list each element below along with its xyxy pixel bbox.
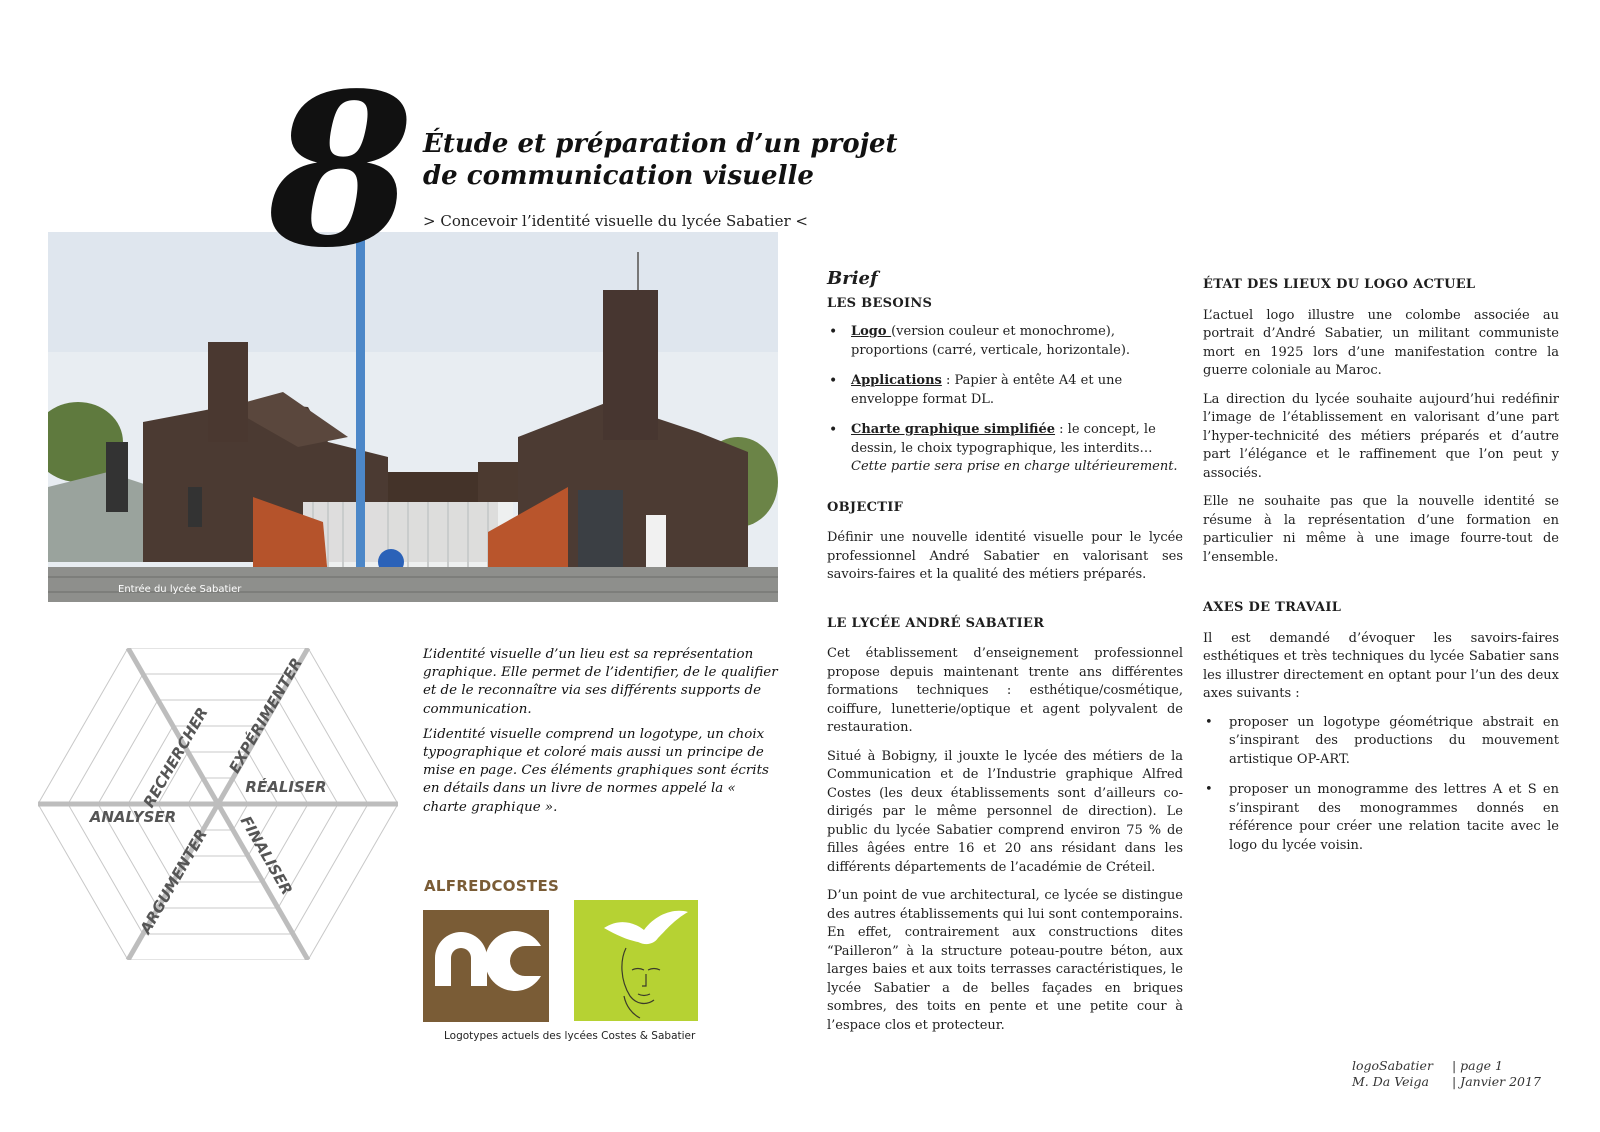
besoins-heading: LES BESOINS bbox=[827, 295, 933, 311]
list-item: • Charte graphique simplifiée : le concept, le dessin, le choix typographique, les interdits… Cette partie sera prise en charge ultérieurement. bbox=[827, 421, 1183, 477]
chapter-number: 8 bbox=[268, 47, 409, 294]
title-line-2: de communication visuelle bbox=[423, 161, 814, 191]
title-line-1: Étude et préparation d’un projet bbox=[423, 129, 898, 159]
list-item: • Applications : Papier à entête A4 et une enveloppe format DL. bbox=[827, 372, 1183, 409]
intro-text bbox=[423, 646, 783, 824]
costes-logo-wordmark: ALFREDCOSTES bbox=[424, 877, 560, 895]
etat-paragraph-1: L’actuel logo illustre une colombe associée au portrait d’André Sabatier, un militant communiste mort en 1925 lors d’une manifestation contre la guerre coloniale au Maroc. bbox=[1203, 307, 1559, 378]
objectif-text: Définir une nouvelle identité visuelle pour le lycée professionnel André Sabatier en valorisant ses savoirs-faires et la qualité des métiers préparés. bbox=[827, 530, 1183, 582]
label-finaliser: FINALISER bbox=[236, 813, 297, 898]
axes-heading: AXES DE TRAVAIL bbox=[1203, 600, 1342, 615]
intro-paragraph-2: L’identité visuelle comprend un logotype, un choix typographique et coloré mais aussi un principe de mise en page. Ces éléments graphiques sont écrits en détails dans un livre de normes appelé la « charte graphique ». bbox=[423, 726, 769, 815]
process-hexagon-diagram bbox=[38, 648, 398, 960]
label-experimenter: EXPÉRIMENTER bbox=[225, 654, 306, 777]
footer-date: | Janvier 2017 bbox=[1452, 1074, 1541, 1089]
etat-paragraph-2: La direction du lycée souhaite aujourd’hui redéfinir l’image de l’établissement en valorisant d’une part l’hyper-technicité des métiers préparés et d’autre part l’élégance et le raffinement que l’on peut y associés. bbox=[1203, 391, 1559, 481]
etat-column bbox=[1203, 276, 1559, 867]
footer-page: | page 1 bbox=[1452, 1058, 1503, 1073]
school-entrance-photo bbox=[48, 232, 778, 602]
page-footer bbox=[1352, 1058, 1541, 1090]
photo-caption: Entrée du lycée Sabatier bbox=[118, 584, 242, 595]
page-title bbox=[423, 128, 963, 192]
label-argumenter: ARGUMENTER bbox=[136, 826, 211, 937]
list-item: • Logo (version couleur et monochrome), proportions (carré, verticale, horizontale). bbox=[827, 323, 1183, 360]
besoins-list bbox=[827, 323, 1183, 477]
objectif-heading: OBJECTIF bbox=[827, 499, 904, 515]
page-subtitle: > Concevoir l’identité visuelle du lycée Sabatier < bbox=[423, 212, 808, 230]
etat-heading: ÉTAT DES LIEUX DU LOGO ACTUEL bbox=[1203, 277, 1476, 292]
intro-paragraph-1: L’identité visuelle d’un lieu est sa représentation graphique. Elle permet de l’identifier, de le qualifier et de le reconnaître via ses différents supports de communication. bbox=[423, 647, 778, 717]
lycee-paragraph-2: Situé à Bobigny, il jouxte le lycée des métiers de la Communication et de l’Industrie graphique Alfred Costes (les deux établissements sont d’ailleurs co-dirigés par le même personnel de direction). Le public du lycée Sabatier comprend environ 75 % de filles âgées entre 16 et 20 ans résidant dans les différents départements de l’académie de Créteil. bbox=[827, 748, 1183, 875]
list-item: • proposer un logotype géométrique abstrait en s’inspirant des productions du mouvement artistique OP-ART. bbox=[1203, 714, 1559, 770]
label-realiser: RÉALISER bbox=[245, 778, 327, 796]
lycee-heading: LE LYCÉE ANDRÉ SABATIER bbox=[827, 615, 1045, 631]
label-rechercher: RECHERCHER bbox=[139, 704, 212, 811]
logos-caption: Logotypes actuels des lycées Costes & Sabatier bbox=[444, 1030, 696, 1042]
list-item: • proposer un monogramme des lettres A et S en s’inspirant des monogrammes donnés en référence pour créer une relation tacite avec le logo du lycée voisin. bbox=[1203, 781, 1559, 855]
axes-intro: Il est demandé d’évoquer les savoirs-faires esthétiques et très techniques du lycée Sabatier sans les illustrer directement en optant pour l’un des deux axes suivants : bbox=[1203, 630, 1559, 701]
costes-logo-icon bbox=[423, 900, 549, 1022]
axes-list bbox=[1203, 714, 1559, 856]
footer-author: M. Da Veiga bbox=[1352, 1074, 1429, 1089]
footer-doc: logoSabatier bbox=[1352, 1058, 1433, 1073]
lycee-paragraph-3: D’un point de vue architectural, ce lycée se distingue des autres établissements qui lui sont contemporains. En effet, contrairement aux constructions dites “Pailleron” à la structure poteau-poutre béton, aux larges baies et aux toits terrasses caractéristiques, le lycée Sabatier a de belles façades en briques sombres, des toits en pente et une petite cour à l’espace clos et protecteur. bbox=[827, 888, 1183, 1033]
label-analyser: ANALYSER bbox=[89, 808, 177, 826]
lycee-paragraph-1: Cet établissement d’enseignement professionnel propose depuis maintenant trente ans différentes formations techniques : esthétique/cosmétique, coiffure, lunetterie/optique et agent polyvalent de restauration. bbox=[827, 646, 1183, 735]
sabatier-logo-icon bbox=[574, 900, 698, 1021]
etat-paragraph-3: Elle ne souhaite pas que la nouvelle identité se résume à la représentation d’une formation en particulier ni même à une image fourre-tout de l’ensemble. bbox=[1203, 494, 1559, 565]
brief-title: Brief bbox=[827, 268, 878, 289]
brief-column bbox=[827, 270, 1183, 1045]
